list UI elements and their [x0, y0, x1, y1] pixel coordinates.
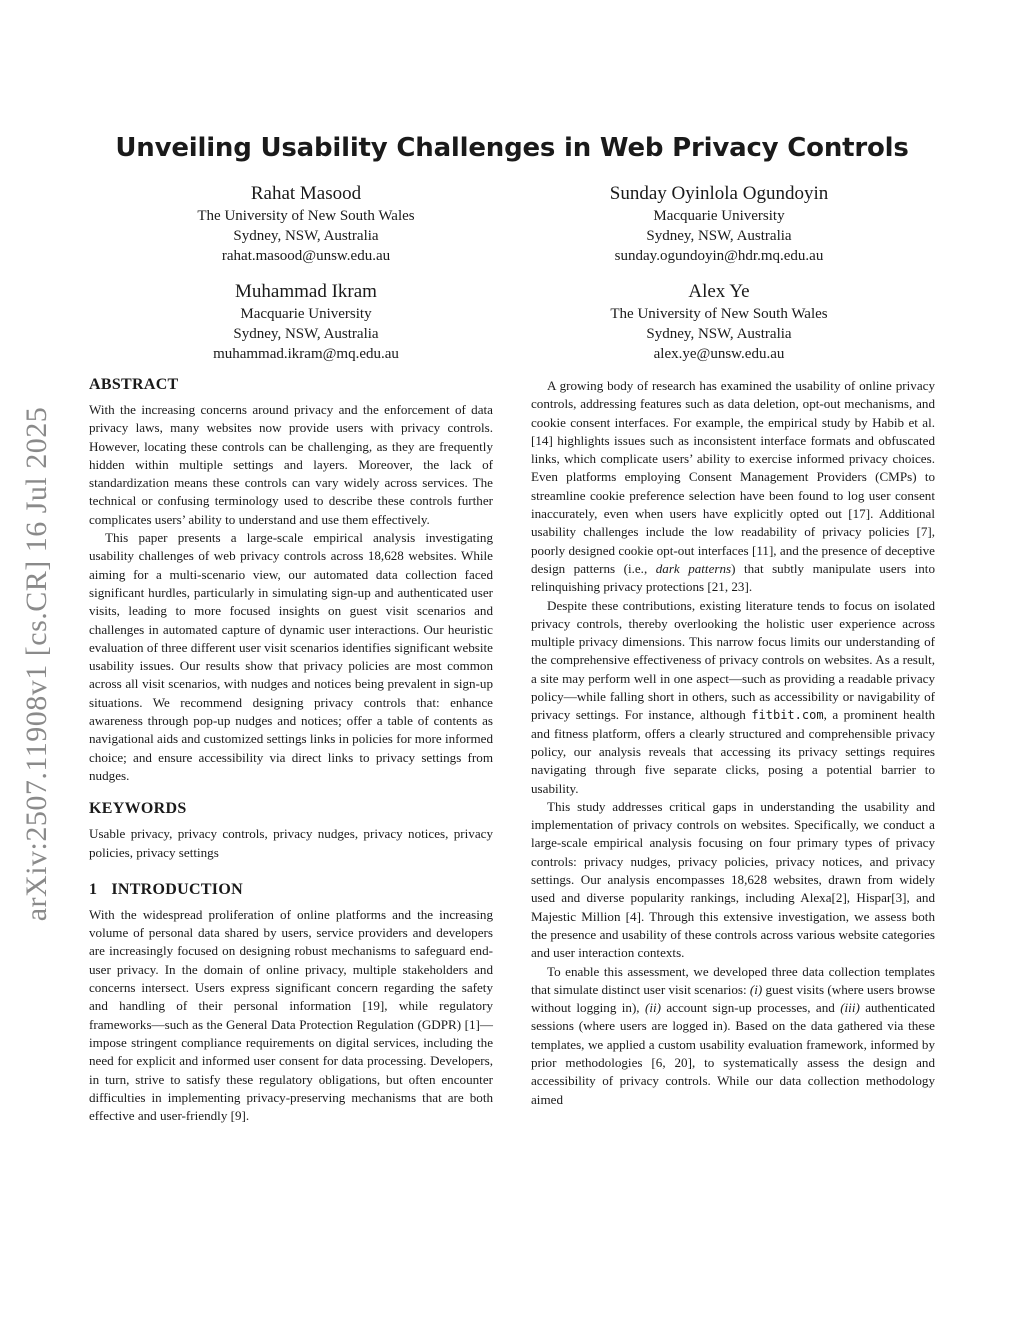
author-email: muhammad.ikram@mq.edu.au	[213, 346, 399, 362]
enum-marker: (iii)	[840, 1000, 860, 1016]
author-block	[136, 182, 476, 266]
author-name: Sunday Oyinlola Ogundoyin	[609, 183, 829, 204]
author-affiliation: The University of New South Wales	[197, 208, 415, 224]
section-number: 1	[89, 880, 98, 898]
code-text: fitbit.com	[751, 708, 824, 723]
arxiv-identifier: arXiv:2507.11908v1 [cs.CR] 16 Jul 2025	[20, 406, 53, 922]
author-email: rahat.masood@unsw.edu.au	[221, 248, 391, 264]
paper-title: Unveiling Usability Challenges in Web Privacy Controls	[115, 133, 909, 163]
section-title: INTRODUCTION	[111, 880, 243, 898]
left-column	[89, 375, 493, 1125]
abstract-heading: ABSTRACT	[89, 376, 179, 393]
author-name: Alex Ye	[688, 281, 750, 302]
body-paragraph: This study addresses critical gaps in understanding the usability and implementation of privacy controls on websites. Specifically, we conduct a large-scale empirical analysis focusing on four primary types of privacy controls: privacy nudges, privacy policies, privacy notices, and privacy settings. Our analysis encompasses 18,628 websites, drawn from widely used and diverse popularity rankings, including Alexa[2], Hispar[3], and Majestic Million [4]. Through this extensive investigation, we assess both the presence and usability of these controls across various website categories and user interaction contexts.	[531, 798, 935, 961]
enum-marker: (ii)	[644, 1000, 661, 1016]
body-paragraph: To enable this assessment, we developed three data collection templates that simulate distinct user visit scenarios: (i) guest visits (where users browse without logging in), (ii) account sign-up processes, and (iii) authenticated sessions (where users are logged in). Based on the data gathered via these templates, we applied a custom usability evaluation framework, informed by prior methodologies [6, 20], to systematically assess the design and accessibility of privacy controls. While our data collection methodology aimed	[531, 963, 936, 1107]
author-location: Sydney, NSW, Australia	[646, 228, 792, 244]
author-email: alex.ye@unsw.edu.au	[653, 346, 785, 362]
author-affiliation: Macquarie University	[653, 208, 785, 224]
author-location: Sydney, NSW, Australia	[646, 326, 792, 342]
author-name: Rahat Masood	[250, 183, 362, 204]
author-block	[136, 280, 476, 364]
author-block	[549, 182, 889, 266]
author-affiliation: Macquarie University	[240, 306, 372, 322]
author-affiliation: The University of New South Wales	[610, 306, 828, 322]
intro-paragraph: With the widespread proliferation of online platforms and the increasing volume of personal data shared by users, service providers and developers are increasingly focused on designing robust mechanisms to safeguard end-user privacy. In the domain of online privacy, multiple stakeholders and concerns intersect. Users express significant concern regarding the safety and handling of their personal information [19], while regulatory frameworks—such as the General Data Protection Regulation (GDPR) [1]—impose stringent compliance requirements on digital services, including the need for explicit and informed user consent for data processing. Developers, in turn, strive to satisfy these regulatory obligations, but often encounter difficulties in implementing privacy-preserving mechanisms that are both effective and user-friendly [9].	[89, 906, 493, 1124]
abstract-paragraph: With the increasing concerns around privacy and the enforcement of data privacy laws, many websites now provide users with privacy controls. However, locating these controls can be challenging, as they are frequently hidden within multiple settings and layers. Moreover, the lack of standardization means these controls can vary widely across services. The technical or confusing terminology used to describe these controls further complicates users’ ability to understand and use them effectively.	[89, 402, 493, 527]
arxiv-sidebar-stamp	[22, 378, 52, 950]
emphasis-text: dark patterns	[655, 560, 732, 576]
abstract-paragraph: This paper presents a large-scale empirical analysis investigating usability challenges of web privacy controls across 18,628 websites. While aiming for a multi-scenario view, our automated data collection faced significant hurdles, particularly in simulating sign-up and authenticated user visits, leading to more focused insights on guest visit scenarios and challenges in automated capture of dynamic user interactions. Our heuristic evaluation of three different user visit scenarios identifies significant website usability issues. Our results show that privacy policies are most common across all visit scenarios, with nudges and notices being prevalent in sign-up situations. We recommend designing privacy controls that: enhance awareness through pop-up nudges and notices; offer a table of contents as navigational aids and customized settings links in policies for more informed choice; and ensure accessibility via direct links to privacy settings from nudges.	[89, 530, 493, 783]
enum-marker: (i)	[749, 981, 763, 997]
section-heading	[89, 880, 493, 900]
keywords-heading: KEYWORDS	[89, 800, 187, 818]
author-block	[549, 280, 889, 364]
body-paragraph: Despite these contributions, existing literature tends to focus on isolated privacy controls, thereby overlooking the holistic user experience across multiple privacy dimensions. This narrow focus limits our understanding of the comprehensive effectiveness of privacy controls on websites. As a result, a site may perform well in one aspect—such as providing a readable privacy policy—while falling short in others, such as accessibility or navigability of privacy settings. For instance, although fitbit.com, a prominent health and fitness platform, offers a clearly structured and comprehensible privacy policy, our analysis reveals that accessing its privacy settings requires navigating through five separate clicks, posing a potential barrier to usability.	[531, 597, 936, 796]
author-location: Sydney, NSW, Australia	[233, 228, 379, 244]
author-name: Muhammad Ikram	[235, 281, 377, 302]
body-paragraph: A growing body of research has examined the usability of online privacy controls, addressing features such as data deletion, opt-out mechanisms, and cookie consent interfaces. For example, the empirical study by Habib et al.[14] highlights issues such as inconsistent interface formats and obfuscated links, which complicate users’ ability to exercise informed privacy choices. Even platforms employing Consent Management Providers (CMPs) to streamline cookie preference selection have been found to log user consent inaccurately, even when users have explicitly opted out [17]. Additional usability challenges include the low readability of privacy policies [7], poorly designed cookie opt-out interfaces [11], and the presence of deceptive design patterns (i.e., dark patterns) that subtly manipulate users into relinquishing privacy protections [21, 23].	[531, 378, 935, 595]
author-email: sunday.ogundoyin@hdr.mq.edu.au	[614, 248, 824, 264]
author-location: Sydney, NSW, Australia	[233, 326, 379, 342]
keywords-text: Usable privacy, privacy controls, privacy nudges, privacy notices, privacy policies, privacy settings	[89, 826, 493, 860]
right-column	[531, 377, 935, 1109]
